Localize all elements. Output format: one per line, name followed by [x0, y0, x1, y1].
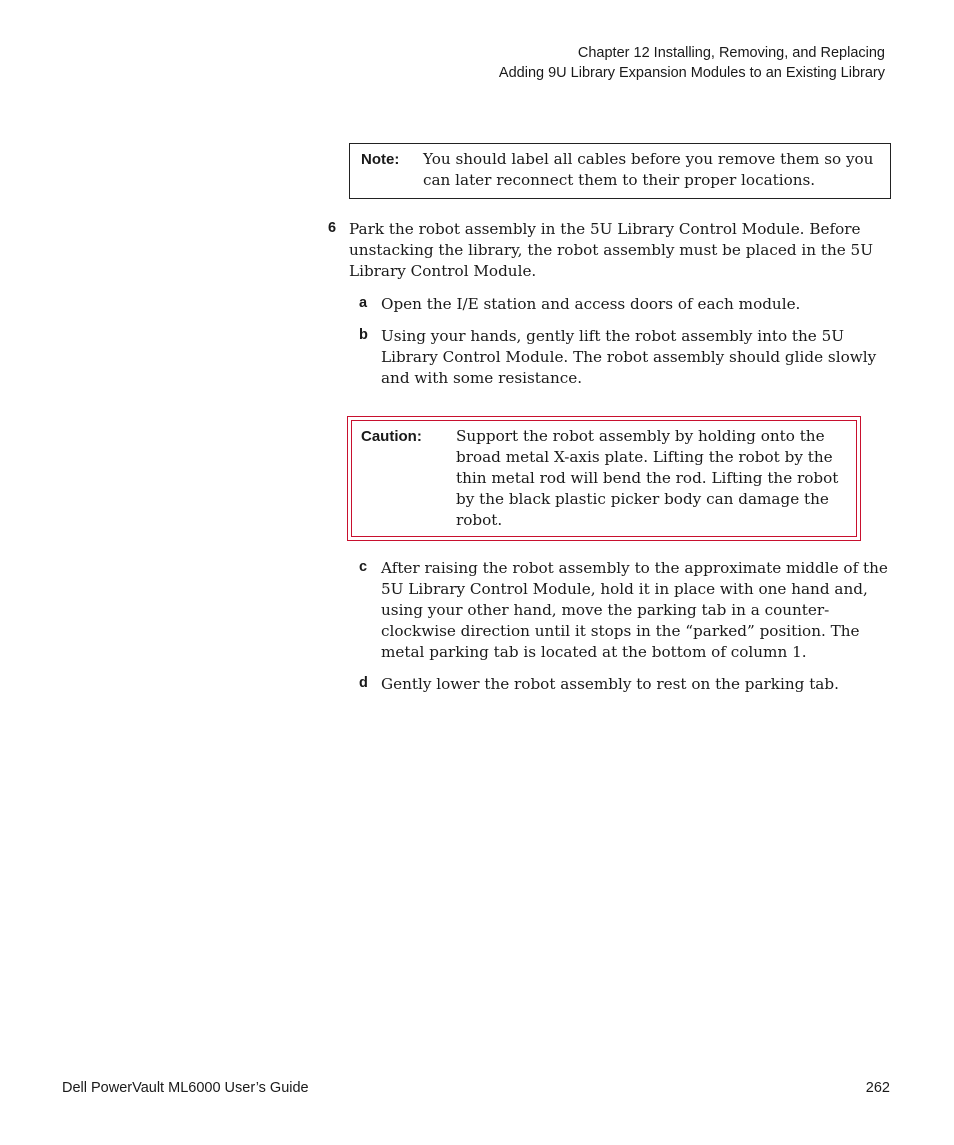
- note-text: You should label all cables before you remove them so you can later reconnect them to their proper locations.: [423, 150, 874, 189]
- step-text: Park the robot assembly in the 5U Library Control Module. Before unstacking the library, the robot assembly must be placed in the 5U Library Control Module.: [349, 220, 874, 280]
- step-number: 6: [328, 220, 337, 236]
- page-number: 262: [865, 1080, 890, 1096]
- caution-text: Support the robot assembly by holding onto the broad metal X-axis plate. Lifting the robot by the thin metal rod will bend the rod. Lifting the robot by the black plastic picker body can damage the robot.: [456, 427, 839, 529]
- substep-letter: a: [359, 295, 368, 311]
- substep-letter: b: [359, 327, 368, 343]
- substep-text: Open the I/E station and access doors of each module.: [381, 295, 801, 313]
- substep-letter: c: [359, 559, 368, 575]
- caution-label: Caution:: [361, 428, 422, 445]
- substep-text: Using your hands, gently lift the robot assembly into the 5U Library Control Module. The robot assembly should glide slowly and with some resistance.: [381, 327, 877, 387]
- note-box: [349, 143, 891, 199]
- caution-box: [347, 416, 861, 541]
- page-header: [499, 43, 885, 83]
- footer-title: Dell PowerVault ML6000 User’s Guide: [62, 1080, 309, 1096]
- note-label: Note:: [361, 151, 400, 168]
- substep-text: After raising the robot assembly to the approximate middle of the 5U Library Control Module, hold it in place with one hand and, using your other hand, move the parking tab in a counter-clockwise direction until it stops in the “parked” position. The metal parking tab is located at the bottom of column 1.: [381, 559, 888, 661]
- chapter-title: Chapter 12 Installing, Removing, and Replacing: [577, 45, 885, 61]
- substep-text: Gently lower the robot assembly to rest on the parking tab.: [381, 675, 839, 693]
- caution-inner-border: [351, 420, 857, 537]
- substep-letter: d: [359, 675, 368, 691]
- section-title: Adding 9U Library Expansion Modules to an Existing Library: [498, 65, 885, 81]
